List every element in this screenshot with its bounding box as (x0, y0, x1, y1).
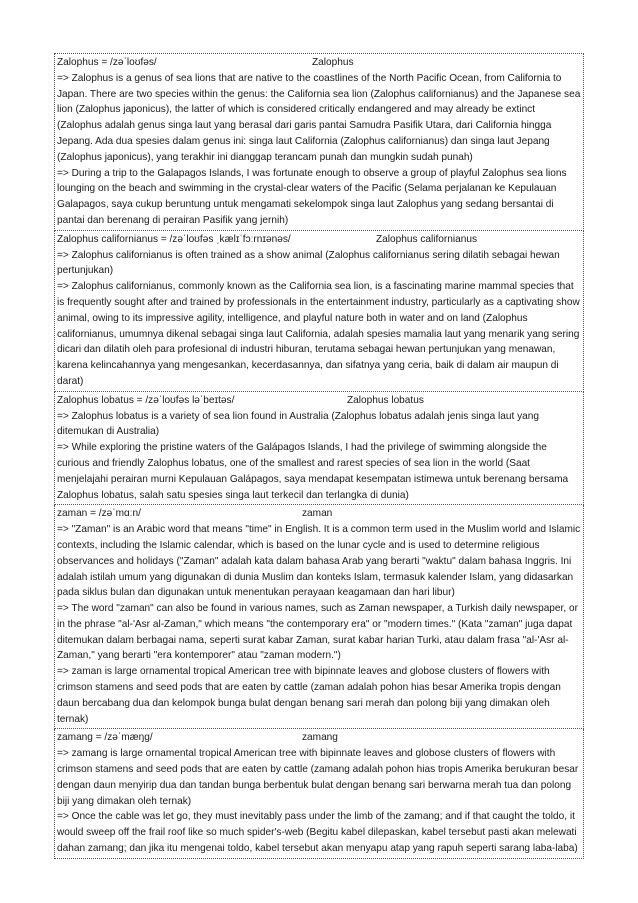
entry-paragraph: => Zalophus lobatus is a variety of sea lion found in Australia (Zalophus lobatus adalah jenis singa laut yang ditemukan di Australia) (57, 410, 540, 438)
entry-paragraph: => Zalophus californianus is often trained as a show animal (Zalophus californianus sering dilatih sebagai hewan pertunjukan) (57, 249, 560, 277)
dictionary-entry (54, 53, 584, 231)
entry-term: zamang (302, 732, 338, 744)
dictionary-entry (54, 231, 584, 392)
entry-pronunciation: Zalophus lobatus = /zəˈloʊfəs ləˈbeɪtəs/ (57, 394, 235, 406)
entry-paragraph: => "Zaman" is an Arabic word that means "time" in English. It is a common term used in the Muslim world and Islamic contexts, including the Islamic calendar, which is based on the lunar cycle and is used to determine religious observances and holidays ("Zaman" adalah kata dalam bahasa Arab yang berarti "waktu" dalam bahasa Inggris. Ini adalah istilah umum yang digunakan di dunia Muslim dan konteks Islam, termasuk kalender Islam, yang didasarkan pada siklus bulan dan digunakan untuk menentukan perayaan keagamaan dan hari libur) (57, 524, 581, 599)
dictionary-entry (54, 505, 584, 729)
entry-paragraph: => Zalophus is a genus of sea lions that are native to the coastlines of the North Pacific Ocean, from California to Japan. There are two species within the genus: the California sea lion (Zalophus californianus) and the Japanese sea lion (Zalophus japonicus), the latter of which is considered critically endangered and may already be extinct (Zalophus adalah genus singa laut yang berasal dari garis pantai Samudra Pasifik Utara, dari California hingga Jepang. Ada dua spesies dalam genus ini: singa laut California (Zalophus californianus) dan singa laut Jepang (Zalophus japonicus), yang terakhir ini dianggap terancam punah dan mungkin sudah punah) (57, 72, 581, 163)
entry-paragraph: => Zalophus californianus, commonly known as the California sea lion, is a fascinating marine mammal species that is frequently sought after and trained by professionals in the entertainment industry, particularly as a captivating show animal, owing to its impressive agility, intelligence, and playful nature both in water and on land (Zalophus californianus, umumnya dikenal sebagai singa laut California, adalah spesies mamalia laut yang menarik yang sering dicari dan dilatih oleh para profesional di industri hiburan, terutama sebagai hewan pertunjukan yang menawan, karena kelincahannya yang mengesankan, kecerdasannya, dan sifatnya yang ceria, baik di dalam air maupun di darat) (57, 281, 580, 387)
dictionary-document (54, 53, 584, 859)
entry-term: zaman (302, 508, 333, 520)
entry-header (57, 55, 581, 71)
entry-pronunciation: Zalophus = /zəˈloʊfəs/ (57, 57, 157, 68)
entry-paragraph: => During a trip to the Galapagos Islands, I was fortunate enough to observe a group of playful Zalophus sea lions lounging on the beach and swimming in the crystal-clear waters of the Pacific (Selama perjalanan ke Kepulauan Galapagos, saya cukup beruntung untuk mengamati sekelompok singa laut Zalophus yang sedang bersantai di pantai dan berenang di perairan Pasifik yang jernih) (57, 167, 567, 226)
entry-term: Zalophus californianus (376, 233, 477, 245)
entry-term: Zalophus (312, 57, 354, 68)
dictionary-entry (54, 729, 584, 858)
entry-paragraph: => zamang is large ornamental tropical American tree with bipinnate leaves and globose clusters of flowers with crimson stamens and seed pods that are eaten by cattle (zamang adalah pohon hias tropis Amerika berukuran besar dengan daun menyirip dua dan tandan bunga berbentuk bulat dengan benang sari berwarna merah tua dan polong biji yang dimakan oleh ternak) (57, 748, 579, 807)
entry-header (57, 506, 581, 522)
dictionary-entry (54, 392, 584, 506)
entry-paragraph: => zaman is large ornamental tropical American tree with bipinnate leaves and globose clusters of flowers with crimson stamens and seed pods that are eaten by cattle (zaman adalah pohon hias besar Amerika tropis dengan daun bercabang dua dan kelompok bunga bulat dengan benang sari merah dan polong biji yang dimakan oleh ternak) (57, 666, 561, 725)
entry-paragraph: => The word "zaman" can also be found in various names, such as Zaman newspaper, a Turkish daily newspaper, or in the phrase "al-'Asr al-Zaman," which means "the contemporary era" or "modern times." (Kata "zaman" juga dapat ditemukan dalam berbagai nama, seperti surat kabar Zaman, surat kabar harian Turki, atau dalam frasa "al-'Asr al-Zaman," yang berarti "era kontemporer" atau "zaman modern.") (57, 603, 578, 662)
entry-paragraph: => While exploring the pristine waters of the Galápagos Islands, I had the privilege of swimming alongside the curious and friendly Zalophus lobatus, one of the smallest and rarest species of sea lion in the world (Saat menjelajahi perairan murni Kepulauan Galápagos, saya mendapat kesempatan istimewa untuk berenang bersama Zalophus lobatus, salah satu spesies singa laut terkecil dan terlangka di dunia) (57, 442, 569, 501)
entry-pronunciation: zamang = /zəˈmæŋɡ/ (57, 732, 153, 744)
entry-paragraph: => Once the cable was let go, they must inevitably pass under the limb of the zamang; and if that caught the toldo, it would sweep off the frail roof like so much spider's-web (Begitu kabel dilepaskan, kabel tersebut pasti akan melewati dahan zamang; dan jika itu mengenai toldo, kabel tersebut akan menyapu atap yang rapuh seperti sarang laba-laba) (57, 811, 578, 855)
entry-header (57, 730, 581, 746)
entry-header (57, 232, 581, 248)
entry-pronunciation: Zalophus californianus = /zəˈloʊfəs ˌkælɪˈfɔːrnɪənəs/ (57, 233, 291, 245)
entry-header (57, 393, 581, 409)
entry-term: Zalophus lobatus (347, 394, 424, 406)
entry-pronunciation: zaman = /zəˈmɑːn/ (57, 508, 141, 520)
